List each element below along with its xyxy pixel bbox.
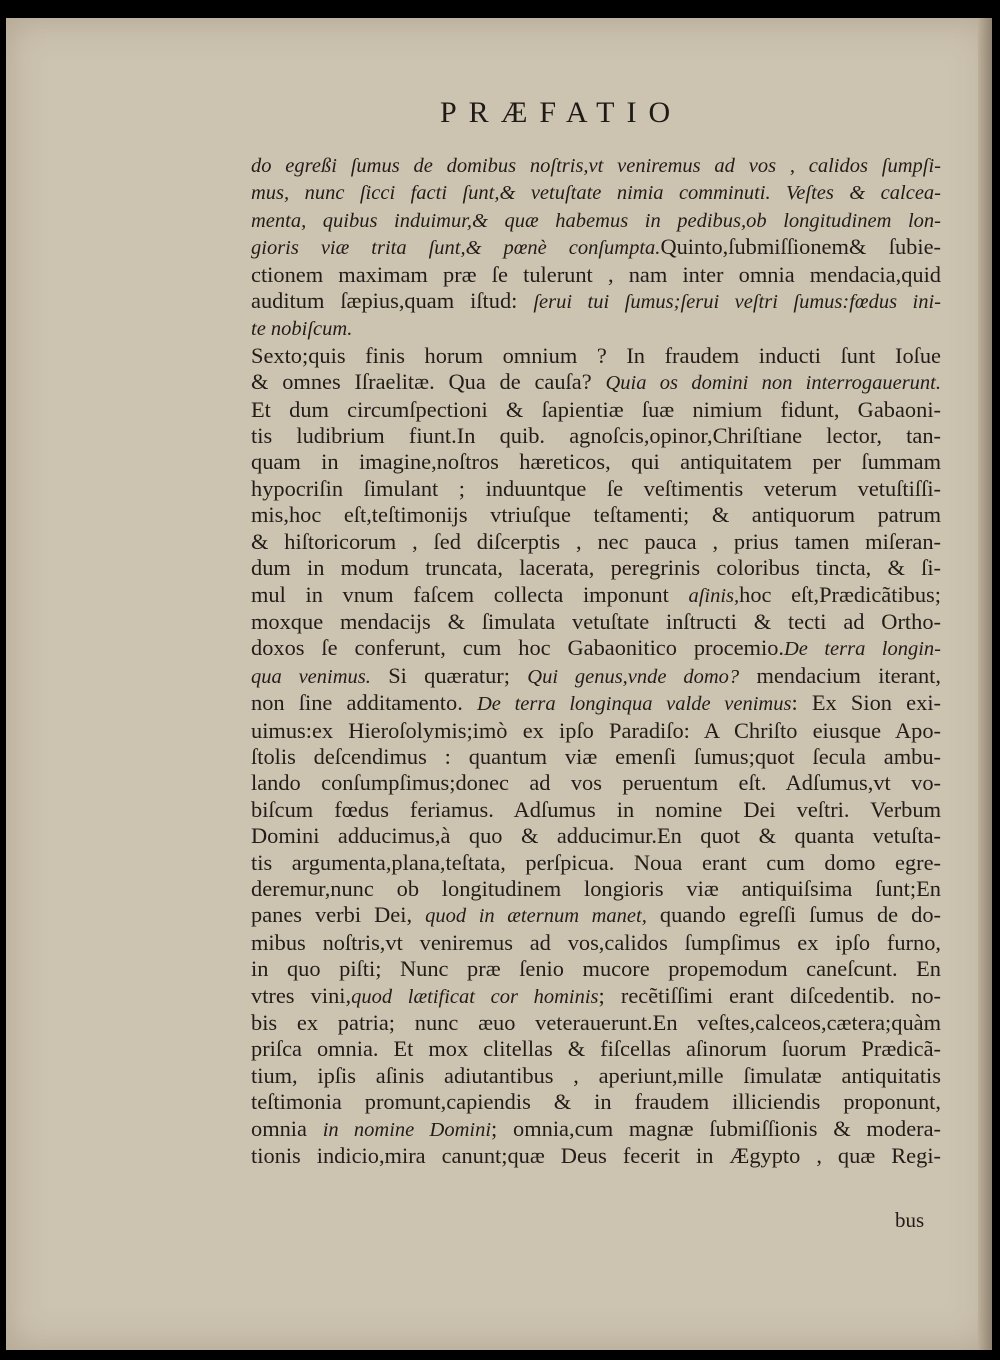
italic-segment: gioris viæ trita ſunt,& pœnè conſumpta.	[251, 237, 661, 260]
page-header: PRÆFATIO	[440, 96, 683, 129]
roman-segment: priſca omnia. Et mox clitellas & fiſcellas aſinorum ſuorum Prædicã-	[251, 1036, 941, 1062]
text-line	[251, 690, 941, 717]
italic-segment: quod lætificat cor hominis	[351, 985, 599, 1008]
text-line	[251, 930, 941, 956]
roman-segment: ; omnia,cum magnæ ſubmiſſionis & modera-	[491, 1115, 941, 1141]
text-line	[251, 1063, 941, 1089]
text-line	[251, 770, 941, 796]
text-line	[251, 476, 941, 502]
italic-segment: ſerui tui ſumus;ſerui veſtri ſumus:fœdus ini-	[533, 291, 941, 314]
body-text	[251, 152, 941, 1169]
catchword: bus	[895, 1208, 925, 1232]
roman-segment: biſcum fœdus feriamus. Adſumus in nomine Dei veſtri. Verbum	[251, 796, 941, 822]
italic-segment: do egreßi ſumus de domibus noſtris,vt veniremus ad vos , calidos ſumpſi-	[251, 155, 941, 177]
italic-segment: in nomine Domini	[322, 1118, 492, 1141]
text-line	[251, 1089, 941, 1115]
roman-segment: Domini adducimus,à quo & adducimur.En quot & quanta vetuſta-	[251, 823, 941, 849]
roman-segment: ctionem maximam præ ſe tulerunt , nam inter omnia mendacia,quid	[251, 261, 941, 287]
roman-segment: lando conſumpſimus;donec ad vos peruentum eſt. Adſumus,vt vo-	[251, 770, 941, 796]
italic-segment: te nobiſcum.	[251, 318, 353, 341]
roman-segment: Sexto;quis finis horum omnium ? In fraudem inducti ſunt Ioſue	[251, 342, 941, 368]
roman-segment: mendacium iterant,	[739, 662, 941, 688]
text-line	[251, 234, 941, 261]
roman-segment: hypocriſin ſimulant ; induuntque ſe veſtimentis veterum vetuſtiſſi-	[251, 475, 941, 501]
roman-segment: dum in modum truncata, lacerata, peregrinis coloribus tincta, & ſi-	[251, 555, 941, 581]
text-line	[251, 423, 941, 449]
roman-segment: Quinto,ſubmiſſionem& ſubie-	[660, 234, 941, 260]
text-line	[251, 902, 941, 929]
text-line	[251, 718, 941, 744]
roman-segment: Si quæratur;	[370, 662, 528, 688]
text-line	[251, 152, 941, 179]
roman-segment: ſtolis deſcendimus : quantum viæ emenſi ſumus;quot ſecula ambu-	[251, 743, 941, 769]
text-line	[251, 449, 941, 475]
text-line	[251, 582, 941, 609]
text-line	[251, 179, 941, 206]
roman-segment: & hiſtoricorum , ſed diſcerptis , nec pauca , prius tamen miſeran-	[251, 528, 941, 554]
text-line	[251, 635, 941, 662]
roman-segment: : Ex Sion exi-	[791, 690, 941, 716]
roman-segment: tium, ipſis aſinis adiutantibus , aperiunt,mille ſimulatæ antiquitatis	[251, 1062, 941, 1088]
page-edge	[978, 18, 992, 1350]
text-line	[251, 369, 941, 396]
text-line	[251, 744, 941, 770]
roman-segment: doxos ſe conferunt, cum hoc Gabaonitico procemio.	[251, 635, 784, 661]
roman-segment: mis,hoc eſt,teſtimonijs vtriuſque teſtamenti; & antiquorum patrum	[251, 502, 941, 528]
text-line	[251, 1143, 941, 1169]
text-line	[251, 609, 941, 635]
text-line	[251, 397, 941, 423]
text-line	[251, 262, 941, 288]
text-line	[251, 555, 941, 581]
italic-segment: Qui genus,vnde domo?	[527, 665, 740, 688]
text-line	[251, 288, 941, 315]
text-line	[251, 876, 941, 902]
roman-segment: tionis indicio,mira canunt;quæ Deus fecerit in Ægypto , quæ Regi-	[251, 1143, 941, 1169]
roman-segment: bis ex patria; nunc æuo veterauerunt.En veſtes,calceos,cætera;quàm	[251, 1010, 941, 1035]
italic-segment: menta, quibus induimur,& quæ habemus in pedibus,ob longitudinem lon-	[251, 209, 941, 232]
roman-segment: vtres vini,	[251, 982, 352, 1008]
text-line	[251, 207, 941, 234]
italic-segment: aſinis,	[688, 584, 740, 607]
roman-segment: tis argumenta,plana,teſtata, perſpicua. Noua erant cum domo egre-	[251, 849, 941, 875]
roman-segment: non ſine additamento.	[251, 690, 477, 716]
roman-segment: panes verbi Dei,	[251, 902, 426, 928]
text-line	[251, 797, 941, 823]
italic-segment: De terra longinqua valde venimus	[477, 693, 792, 716]
roman-segment: in quo piſti; Nunc præ ſenio mucore propemodum caneſcunt. En	[251, 956, 941, 982]
roman-segment: deremur,nunc ob longitudinem longioris viæ antiquiſsima ſunt;En	[251, 875, 941, 901]
italic-segment: qua venimus.	[251, 665, 371, 688]
text-line	[251, 983, 941, 1010]
text-line	[251, 850, 941, 876]
text-line	[251, 343, 941, 369]
text-line	[251, 315, 941, 342]
roman-segment: Et dum circumſpectioni & ſapientiæ ſuæ nimium fidunt, Gabaoni-	[251, 396, 941, 422]
text-line	[251, 1010, 941, 1036]
text-line	[251, 663, 941, 690]
roman-segment: teſtimonia promunt,capiendis & in fraudem illiciendis proponunt,	[251, 1089, 941, 1115]
roman-segment: mibus noſtris,vt veniremus ad vos,calidos ſumpſimus ex ipſo furno,	[251, 929, 941, 955]
roman-segment: mul in vnum faſcem collecta imponunt	[251, 581, 689, 607]
roman-segment: omnia	[251, 1115, 323, 1141]
italic-segment: Quia os domini non interrogauerunt.	[605, 372, 941, 395]
text-line	[251, 1036, 941, 1062]
italic-segment: quod in æternum manet,	[425, 905, 647, 928]
text-line	[251, 1116, 941, 1143]
text-line	[251, 502, 941, 528]
roman-segment: & omnes Iſraelitæ. Qua de cauſa?	[251, 369, 606, 395]
roman-segment: hoc eſt,Prædicãtibus;	[739, 581, 941, 607]
roman-segment: auditum ſæpius,quam iſtud:	[251, 288, 534, 314]
roman-segment: tis ludibrium fiunt.In quib. agnoſcis,opinor,Chriſtiane lector, tan-	[251, 423, 941, 449]
text-line	[251, 823, 941, 849]
roman-segment: quam in imagine,noſtros hæreticos, qui antiquitatem per ſummam	[251, 449, 941, 475]
roman-segment: moxque mendacijs & ſimulata vetuſtate inſtructi & tecti ad Ortho-	[251, 608, 941, 634]
text-line	[251, 956, 941, 982]
roman-segment: ; recẽtiſſimi erant diſcedentib. no-	[598, 982, 941, 1008]
text-line	[251, 529, 941, 555]
roman-segment: uimus:ex Hieroſolymis;imò ex ipſo Paradiſo: A Chriſto eiusque Apo-	[251, 717, 941, 743]
roman-segment: quando egreſſi ſumus de do-	[646, 902, 941, 928]
italic-segment: De terra longin-	[784, 638, 942, 661]
italic-segment: mus, nunc ſicci facti ſunt,& vetuſtate nimia comminuti. Veſtes & calcea-	[251, 182, 941, 205]
